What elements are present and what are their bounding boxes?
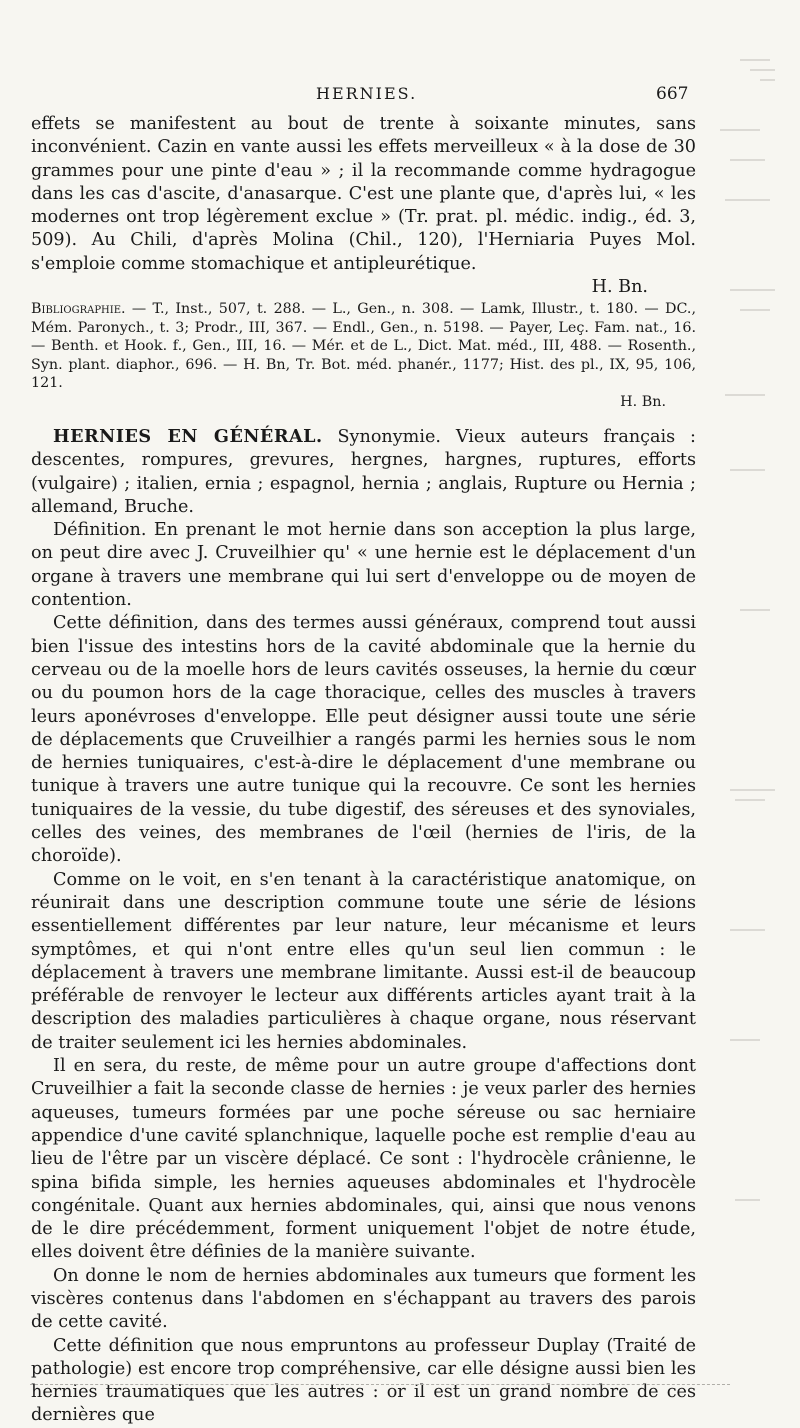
paragraph-scope: Cette définition, dans des termes aussi généraux, comprend tout aussi bien l'issue des intestins hors de la cavité abdominale que la hernie du cerveau ou de la moelle hors de leurs cavités osseuses, la hernie du cœur ou du poumon hors de la cage thoracique, celles des muscles à travers leurs aponévroses d'enveloppe. Elle peut désigner aussi toute une série de déplacements que Cruveilhier a rangés parmi les hernies sous le nom de hernies tuniquaires, c'est-à-dire le déplacement d'une membrane ou tunique à travers une autre tunique qui la recouvre. Ce sont les hernies tuniquaires de la vessie, du tube digestif, des séreuses et des synoviales, celles des veines, des membranes de l'œil (hernies de l'iris, de la choroïde). bbox=[31, 613, 696, 867]
previous-article bbox=[31, 113, 696, 299]
previous-article-signature: H. Bn. bbox=[591, 277, 648, 298]
bottom-bleed-through bbox=[30, 1384, 730, 1389]
paragraph-duplay: Cette définition que nous empruntons au professeur Duplay (Traité de pathologie) est encore trop compréhensive, car elle désigne aussi bien les hernies traumatiques que les autres : or il est un grand nombre de ces dernières que bbox=[31, 1335, 696, 1426]
paragraph-definition: Définition. En prenant le mot hernie dans son acception la plus large, on peut dire avec J. Cruveilhier qu' « une hernie est le déplacement d'un organe à travers une membrane qui lui sert d'enveloppe ou de moyen de contention. bbox=[31, 520, 696, 611]
paragraph-anatomic: Comme on le voit, en s'en tenant à la caractéristique anatomique, on réunirait dans une description commune toute une série de lésions essentiellement différentes par leur nature, leur mécanisme et leurs symptômes, et qui n'ont entre elles qu'un seul lien commun : le déplacement à travers une membrane limitante. Aussi est-il de beaucoup préférable de renvoyer le lecteur aux différents articles ayant trait à la description des maladies particulières à chaque organe, nous réservant de traiter seulement ici les hernies abdominales. bbox=[31, 869, 696, 1053]
synonymy-paragraph bbox=[31, 425, 696, 519]
bibliography bbox=[31, 300, 696, 412]
page-number: 667 bbox=[656, 84, 689, 104]
paragraph-synonymy: Synonymie. Vieux auteurs français : descentes, rompures, grevures, hergnes, hargnes, ruptures, efforts (vulgaire) ; italien, ernia ; espagnol, hernia ; anglais, Rupture ou Hernia ; allemand, Bruche. bbox=[31, 427, 696, 517]
paragraph-aqueous: Il en sera, du reste, de même pour un autre groupe d'affections dont Cruveilhier a fait la seconde classe de hernies : je veux parler des hernies aqueuses, tumeurs formées par une poche séreuse ou sac herniaire appendice d'une cavité splanchnique, laquelle poche est remplie d'eau au lieu de l'être par un viscère déplacé. Ce sont : l'hydrocèle crânienne, le spina bifida simple, les hernies aqueuses abdominales et l'hydrocèle congénitale. Quant aux hernies abdominales, qui, ainsi que nous venons de le dire précédemment, forment uniquement l'objet de notre étude, elles doivent être définies de la manière suivante. bbox=[31, 1056, 696, 1263]
main-article bbox=[31, 425, 696, 1428]
margin-bleed-through bbox=[700, 0, 800, 1419]
running-head bbox=[0, 84, 800, 106]
article-headword: HERNIES EN GÉNÉRAL. bbox=[53, 426, 323, 447]
running-title: HERNIES. bbox=[316, 84, 418, 103]
bibliography-label: Bibliographie. bbox=[31, 301, 126, 317]
paragraph-abdominal-definition: On donne le nom de hernies abdominales aux tumeurs que forment les viscères contenus dans l'abdomen en s'échappant au travers des parois de cette cavité. bbox=[31, 1265, 696, 1333]
previous-article-text: effets se manifestent au bout de trente à soixante minutes, sans inconvénient. Cazin en vante aussi les effets merveilleux « à la dose de 30 grammes pour une pinte d'eau » ; il la recommande comme hydragogue dans les cas d'ascite, d'anasarque. C'est une plante que, d'après lui, « les modernes ont trop légèrement exclue » (Tr. prat. pl. médic. indig., éd. 3, 509). Au Chili, d'après Molina (Chil., 120), l'Herniaria Puyes Mol. s'emploie comme stomachique et antipleurétique. bbox=[31, 114, 696, 274]
bibliography-text: — T., Inst., 507, t. 288. — L., Gen., n. 308. — Lamk, Illustr., t. 180. — DC., Mém. Paronych., t. 3; Prodr., III, 367. — Endl., Gen., n. 5198. — Payer, Leç. Fam. nat., 16. — Benth. et Hook. f., Gen., III, 16. — Mér. et de L., Dict. Mat. méd., III, 488. — Rosenth., Syn. plant. diaphor., 696. — H. Bn, Tr. Bot. méd. phanér., 1177; Hist. des pl., IX, 95, 106, 121. bbox=[31, 301, 696, 392]
bibliography-signature: H. Bn. bbox=[620, 393, 666, 410]
